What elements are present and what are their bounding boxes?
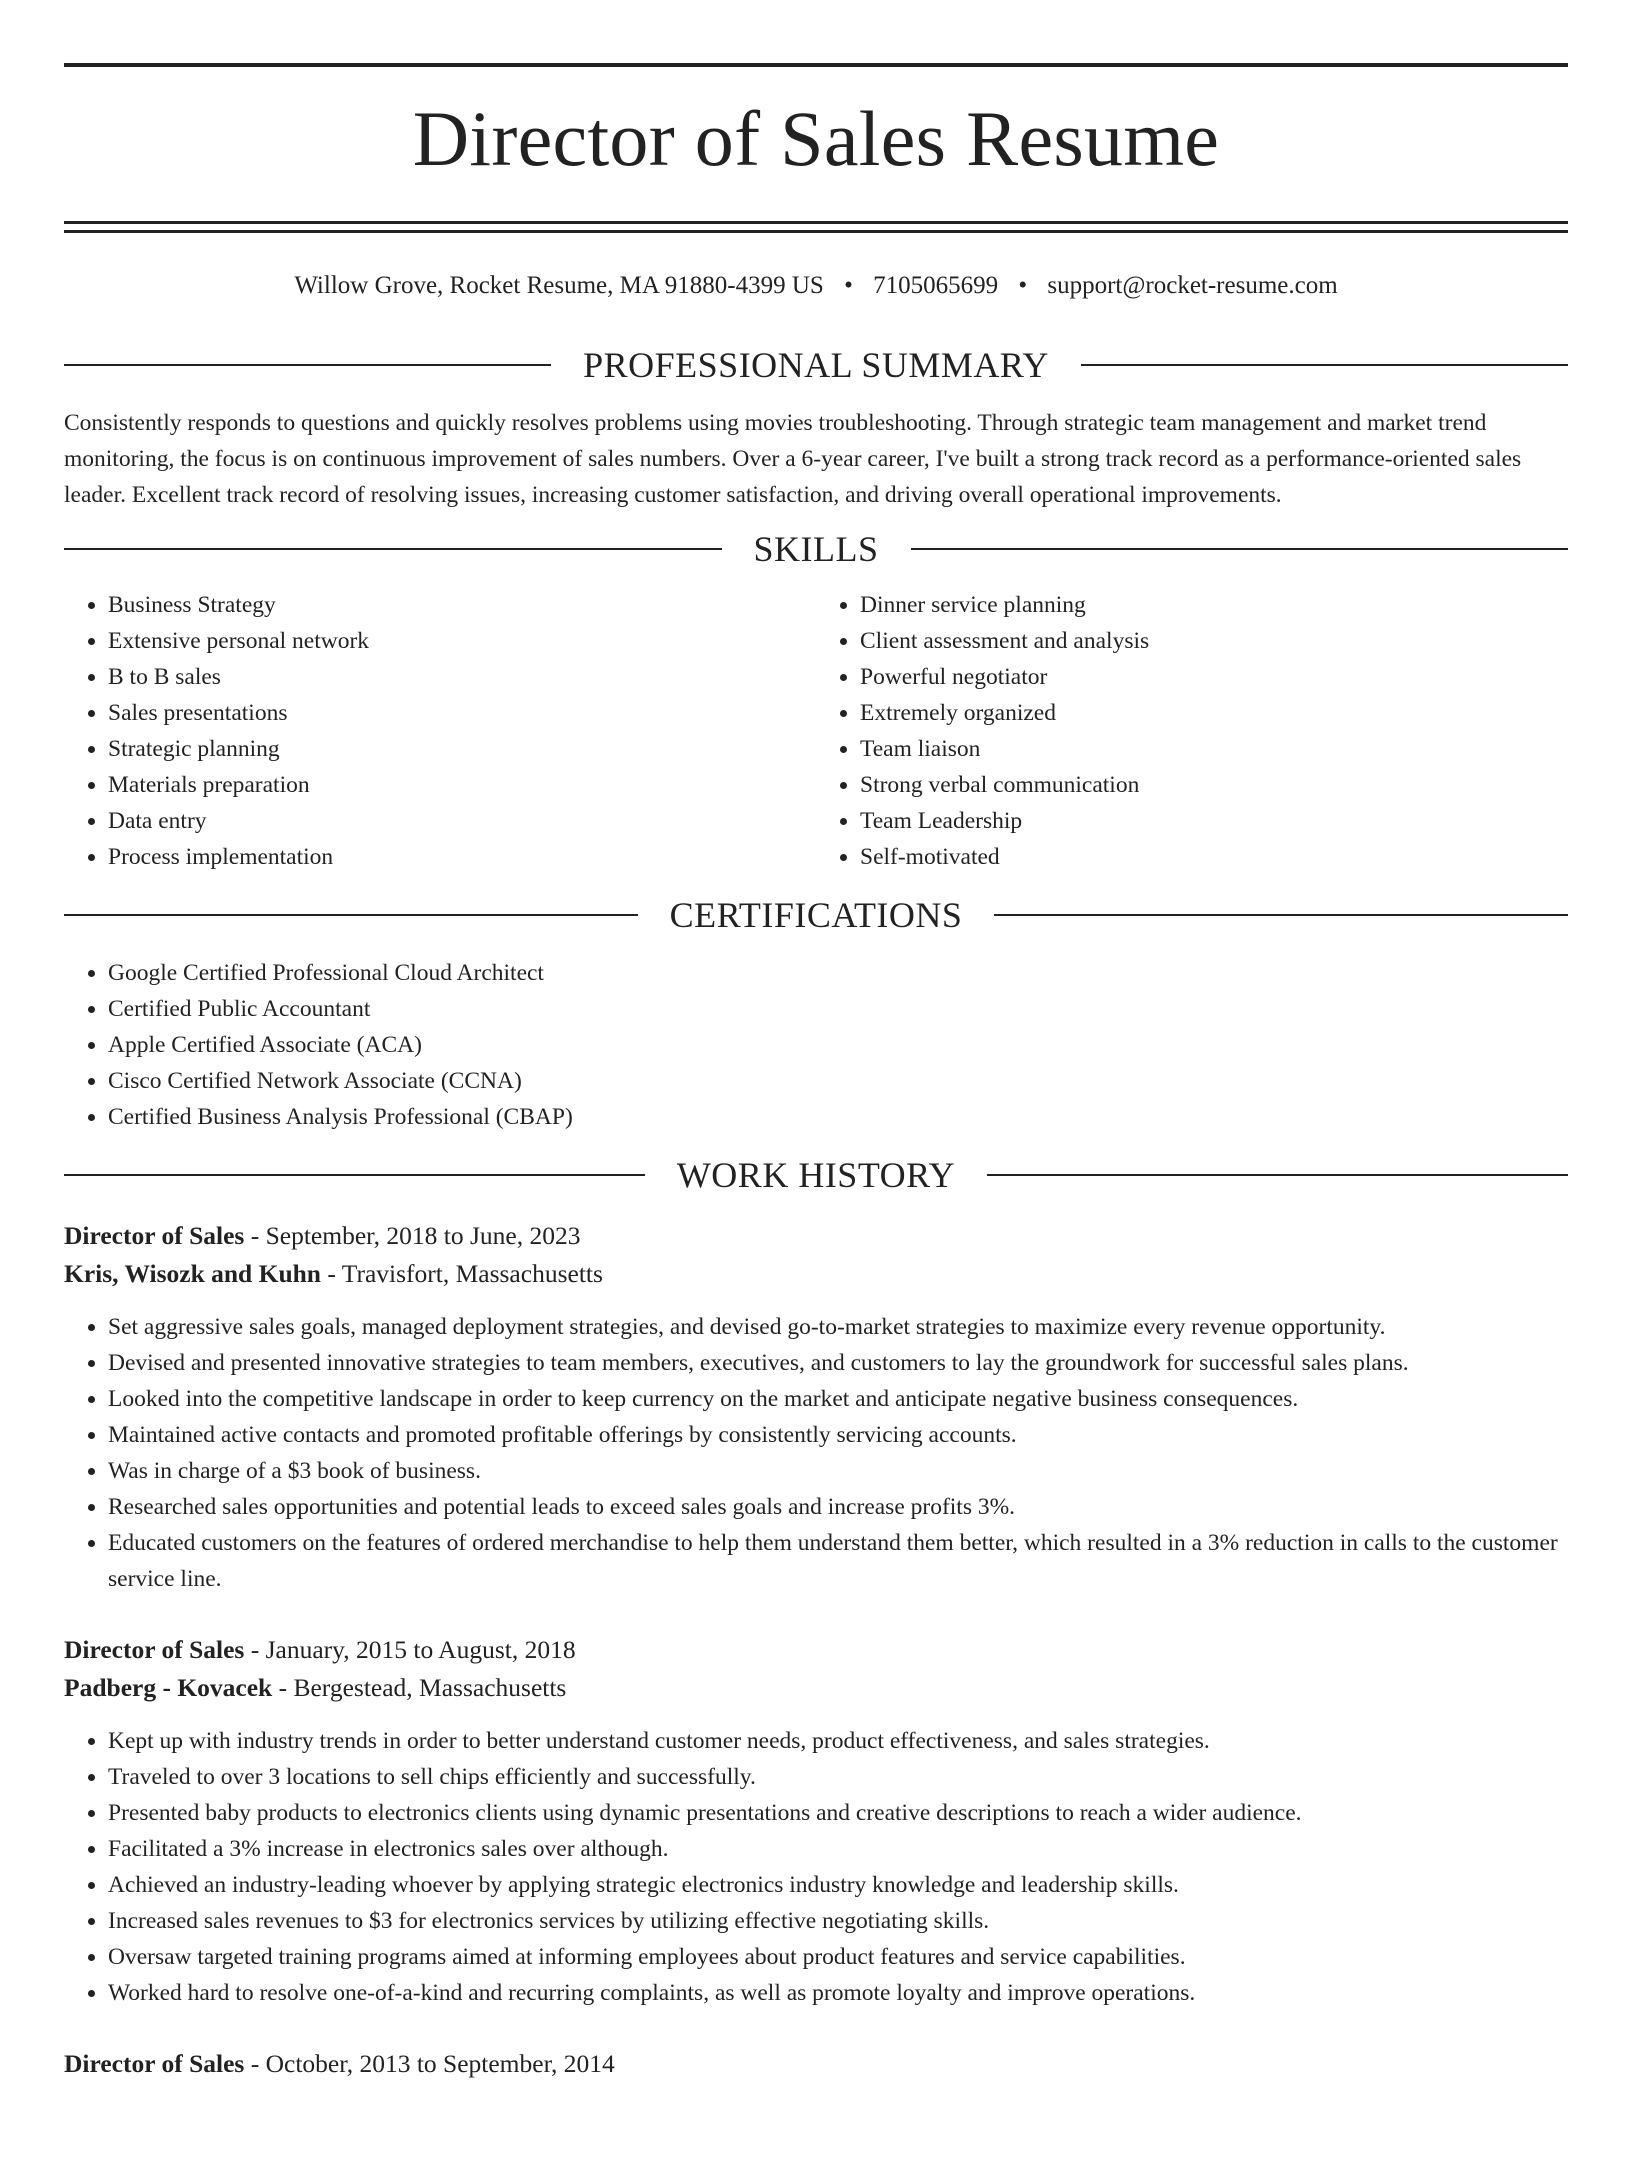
skill-item: • Extremely organized [860,695,1568,731]
contact-separator: • [844,272,853,299]
heading-rule [911,548,1569,550]
certification-item: • Certified Business Analysis Professional (CBAP) [108,1099,1568,1135]
job-entry [64,1217,1568,1597]
job-duty-item: • Presented baby products to electronics clients using dynamic presentations and creative descriptions to reach a wider audience. [108,1795,1568,1831]
skills-title: SKILLS [753,529,879,569]
contact-address: Willow Grove, Rocket Resume, MA 91880-4399 US [294,272,824,299]
work-title: WORK HISTORY [676,1155,956,1195]
job-company: Kris, Wisozk and Kuhn [64,1259,321,1288]
heading-rule [994,914,1568,916]
certification-item: • Cisco Certified Network Associate (CCNA) [108,1063,1568,1099]
job-duty-item: • Traveled to over 3 locations to sell chips efficiently and successfully. [108,1759,1568,1795]
heading-rule [64,548,722,550]
skill-item: • Self-motivated [860,839,1568,875]
heading-rule [987,1174,1568,1176]
job-duty-item: • Educated customers on the features of ordered merchandise to help them understand them better, which resulted in a 3% reduction in calls to the customer service line. [108,1525,1568,1597]
job-duty-item: • Achieved an industry-leading whoever by applying strategic electronics industry knowledge and leadership skills. [108,1867,1568,1903]
job-duty-item: • Facilitated a 3% increase in electronics sales over although. [108,1831,1568,1867]
work-history [64,1217,1568,2083]
certifications-title: CERTIFICATIONS [669,895,963,935]
skill-item: • Business Strategy [108,587,816,623]
job-duty-item: • Was in charge of a $3 book of business. [108,1453,1568,1489]
job-location: - Bergestead, Massachusetts [272,1673,567,1702]
job-duties-list [64,1723,1568,2011]
contact-line [64,271,1568,301]
skills-list-right [816,587,1568,875]
top-rule [64,63,1568,67]
heading-rule [64,364,551,366]
resume-page [0,63,1632,2083]
skills-columns [64,587,1568,875]
job-dates: - October, 2013 to September, 2014 [244,2049,615,2078]
job-duties-list [64,1309,1568,1597]
certifications-heading [64,897,1568,933]
title-rule-upper [64,221,1568,224]
contact-email: support@rocket-resume.com [1047,272,1338,299]
job-dates: - January, 2015 to August, 2018 [244,1635,576,1664]
skill-item: • Extensive personal network [108,623,816,659]
job-entry [64,2045,1568,2083]
heading-rule [64,914,638,916]
job-duty-item: • Maintained active contacts and promoted profitable offerings by consistently servicing accounts. [108,1417,1568,1453]
certification-item: • Certified Public Accountant [108,991,1568,1027]
job-title-line [64,1631,1568,1669]
work-heading [64,1157,1568,1193]
skill-item: • B to B sales [108,659,816,695]
certification-item: • Google Certified Professional Cloud Architect [108,955,1568,991]
contact-separator: • [1018,272,1028,299]
job-location: - Travisfort, Massachusetts [321,1259,603,1288]
skill-item: • Data entry [108,803,816,839]
job-duty-item: • Oversaw targeted training programs aimed at informing employees about product features and service capabilities. [108,1939,1568,1975]
skill-item: • Process implementation [108,839,816,875]
job-duty-item: • Looked into the competitive landscape in order to keep currency on the market and anticipate negative business consequences. [108,1381,1568,1417]
job-title-line [64,2045,1568,2083]
certifications-list [64,955,1568,1135]
job-title: Director of Sales [64,1635,245,1664]
skill-item: • Dinner service planning [860,587,1568,623]
job-duty-item: • Researched sales opportunities and potential leads to exceed sales goals and increase profits 3%. [108,1489,1568,1525]
job-company-line [64,1255,1568,1293]
skill-item: • Materials preparation [108,767,816,803]
skill-item: • Team Leadership [860,803,1568,839]
job-title-line [64,1217,1568,1255]
job-company: Padberg - Kovacek [64,1673,273,1702]
certification-item: • Apple Certified Associate (ACA) [108,1027,1568,1063]
job-duty-item: • Kept up with industry trends in order to better understand customer needs, product effectiveness, and sales strategies. [108,1723,1568,1759]
job-title: Director of Sales [64,2049,245,2078]
heading-rule [64,1174,645,1176]
title-rule-lower [64,230,1568,233]
skill-item: • Sales presentations [108,695,816,731]
summary-title: PROFESSIONAL SUMMARY [583,345,1049,385]
job-title: Director of Sales [64,1221,245,1250]
heading-rule [1081,364,1568,366]
job-duty-item: • Increased sales revenues to $3 for electronics services by utilizing effective negotiating skills. [108,1903,1568,1939]
skill-item: • Strong verbal communication [860,767,1568,803]
skill-item: • Powerful negotiator [860,659,1568,695]
job-company-line [64,1669,1568,1707]
contact-phone: 7105065699 [873,272,999,299]
page-title: Director of Sales Resume [412,95,1220,182]
skill-item: • Team liaison [860,731,1568,767]
skill-item: • Strategic planning [108,731,816,767]
skill-item: • Client assessment and analysis [860,623,1568,659]
skills-heading [64,531,1568,567]
summary-text: Consistently responds to questions and quickly resolves problems using movies troubleshooting. Through strategic team management and market trend monitoring, the focus is on continuous improvement of sales numbers. Over a 6-year career, I've built a strong track record as a performance-oriented sales leader. Excellent track record of resolving issues, increasing customer satisfaction, and driving overall operational improvements. [64,410,1522,508]
summary-heading [64,347,1568,383]
job-dates: - September, 2018 to June, 2023 [244,1221,581,1250]
job-duty-item: • Worked hard to resolve one-of-a-kind and recurring complaints, as well as promote loyalty and improve operations. [108,1975,1568,2011]
job-duty-item: • Devised and presented innovative strategies to team members, executives, and customers to lay the groundwork for successful sales plans. [108,1345,1568,1381]
job-entry [64,1631,1568,2011]
job-duty-item: • Set aggressive sales goals, managed deployment strategies, and devised go-to-market strategies to maximize every revenue opportunity. [108,1309,1568,1345]
skills-list-left [64,587,816,875]
